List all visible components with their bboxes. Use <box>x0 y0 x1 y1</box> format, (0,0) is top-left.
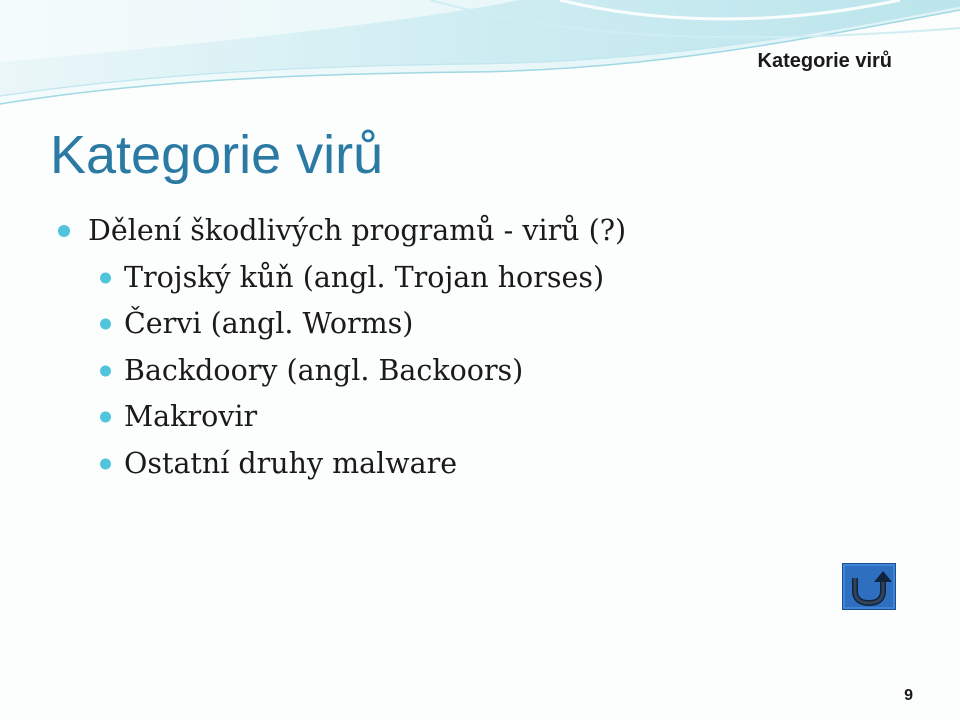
bullet-dot-icon <box>100 458 111 469</box>
list-item <box>0 441 900 488</box>
list-item <box>0 255 900 302</box>
slide-title: Kategorie virů <box>50 125 384 185</box>
list-item-text: Dělení škodlivých programů - virů (?) <box>88 214 627 247</box>
list-item <box>0 301 900 348</box>
bullet-list <box>0 208 900 487</box>
bullet-dot-icon <box>100 365 111 376</box>
bullet-dot-icon <box>58 225 70 237</box>
bullet-dot-icon <box>100 272 111 283</box>
list-item-text: Ostatní druhy malware <box>124 446 458 480</box>
list-item <box>0 348 900 395</box>
bullet-dot-icon <box>100 319 111 330</box>
list-item-text: Backdoory (angl. Backoors) <box>124 353 524 387</box>
back-button[interactable] <box>842 563 896 610</box>
page-number: 9 <box>904 687 913 704</box>
list-item-text: Trojský kůň (angl. Trojan horses) <box>124 260 605 294</box>
header-title: Kategorie virů <box>757 50 892 72</box>
list-item-text: Červi (angl. Worms) <box>124 307 414 340</box>
list-item <box>0 394 900 441</box>
bullet-dot-icon <box>100 412 111 423</box>
return-arrow-icon <box>843 564 897 611</box>
list-item <box>0 208 900 255</box>
list-item-text: Makrovir <box>124 400 258 433</box>
